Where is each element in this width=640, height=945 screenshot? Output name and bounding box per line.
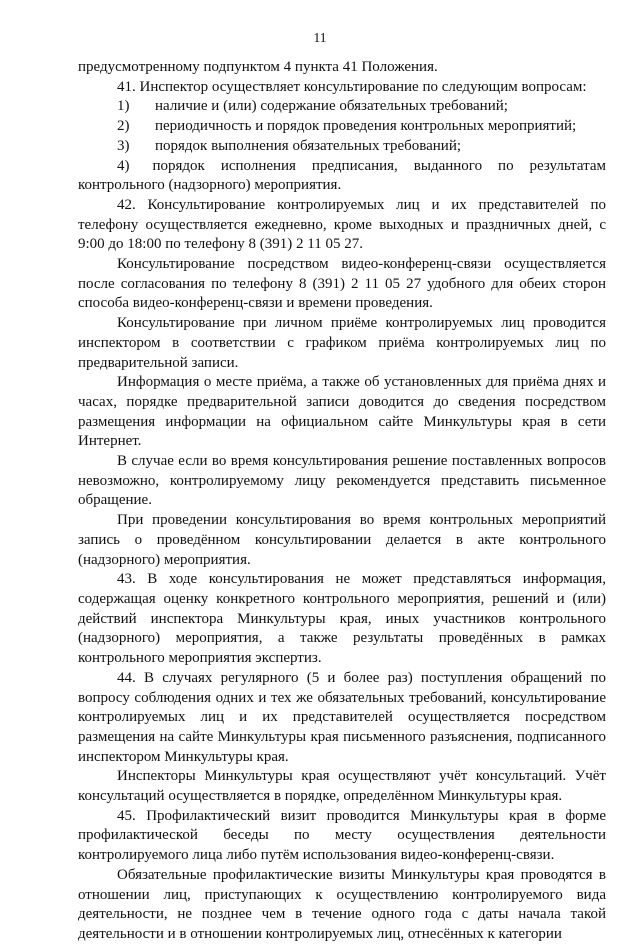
list-item-number: 1) [117,98,130,115]
paragraph-41: 41. Инспектор осуществляет консультирование по следующим вопросам: [117,78,587,95]
paragraph-44: 44. В случаях регулярного (5 и более раз) поступления обращений по вопросу соблюдения одних и тех же обязательных требований, консультирование контролируемых лиц и их представителей осуществляется посредством размещения на сайте Минкультуры края письменного разъяснения, подписанного инспектором Минкультуры края. [78,669,606,765]
list-item-4 [78,157,606,196]
paragraph-reception-info: Информация о месте приёма, а также об установленных для приёма днях и часах, порядке предварительной записи доводится до сведения посредством размещения информации на официальном сайте Минкультуры края в сети Интернет. [78,374,606,450]
list-item [78,137,606,157]
list-item-number: 3) [117,137,130,154]
paragraph-mandatory-visits: Обязательные профилактические визиты Минкультуры края проводятся в отношении лиц, приступающих к осуществлению контролируемого вида деятельности, не позднее чем в течение одного года с даты начала такой деятельности и в отношении контролируемых лиц, отнесённых к категории [78,866,606,942]
paragraph-continuation: предусмотренному подпунктом 4 пункта 41 Положения. [78,59,438,75]
list-item-text: наличие и (или) содержание обязательных требований; [155,98,508,115]
page-number: 11 [313,30,327,45]
paragraph-42: 42. Консультирование контролируемых лиц и их представителей по телефону осуществляется ежедневно, кроме выходных и праздничных дней, с 9:00 до 18:00 по телефону 8 (391) 2 11 05 27. [78,196,606,253]
list-item-text: порядок исполнения предписания, выданного по результатам контрольного (надзорного) мероприятия. [78,157,606,194]
list-item-text: периодичность и порядок проведения контрольных мероприятий; [155,118,577,135]
list-item [78,117,606,137]
list-item-number: 4) [117,157,130,174]
paragraph-consulting-record: При проведении консультирования во время контрольных мероприятий запись о проведённом консультировании делается в акте контрольного (надзорного) мероприятия. [78,512,606,568]
document-body [78,58,606,945]
list-item-text: порядок выполнения обязательных требований; [155,137,462,154]
paragraph-45: 45. Профилактический визит проводится Минкультуры края в форме профилактической беседы по месту осуществления деятельности контролируемого лица либо путём использования видео-конференц-связи. [78,807,606,864]
list-item [78,97,606,117]
paragraph-written-request: В случае если во время консультирования решение поставленных вопросов невозможно, контролируемому лицу рекомендуется представить письменное обращение. [78,453,606,509]
list-item-number: 2) [117,118,130,135]
paragraph-43: 43. В ходе консультирования не может представляться информация, содержащая оценку конкретного контрольного мероприятия, решений и (или) действий инспектора Минкультуры края, иных участников контрольного (надзорного) мероприятия, а также результаты проведённых в рамках контрольного мероприятия экспертиз. [78,571,606,667]
paragraph-personal-reception: Консультирование при личном приёме контролируемых лиц проводится инспектором в соответствии с графиком приёма контролируемых лиц по предварительной записи. [78,315,606,371]
paragraph-consultation-accounting: Инспекторы Минкультуры края осуществляют учёт консультаций. Учёт консультаций осуществляется в порядке, определённом Минкультуры края. [78,768,606,805]
paragraph-video-consulting: Консультирование посредством видео-конференц-связи осуществляется после согласования по телефону 8 (391) 2 11 05 27 удобного для обеих сторон способа видео-конференц-связи и времени проведения. [78,256,606,312]
